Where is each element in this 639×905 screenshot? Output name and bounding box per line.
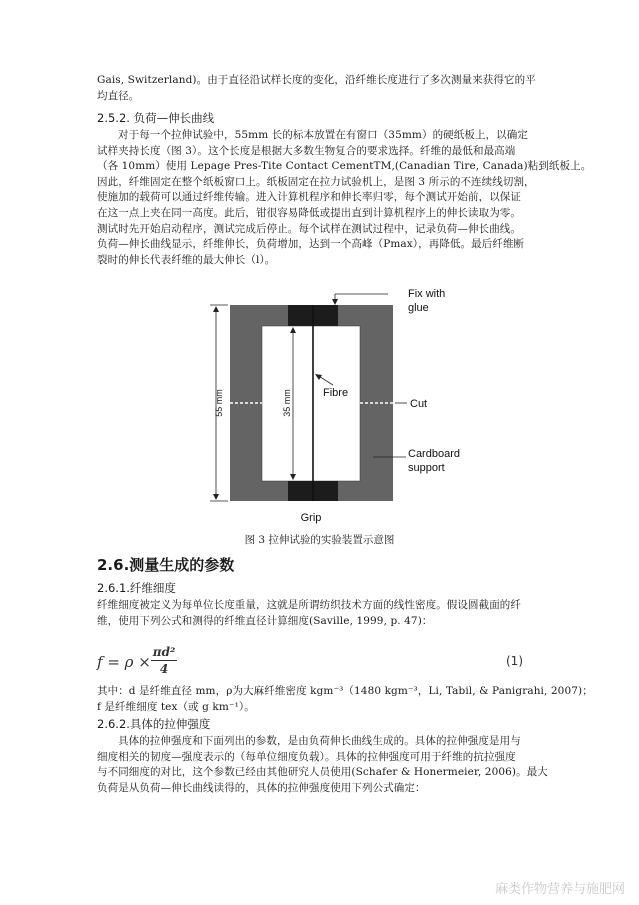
formula-number: (1) (506, 654, 523, 668)
label-glue: glue (408, 302, 429, 314)
formula-denominator: 4 (159, 662, 169, 676)
cardboard-window (262, 326, 360, 481)
text-line: 因此，纤维固定在整个纸板窗口上。纸板固定在拉力试验机上，是图 3 所示的不连续线切割， (97, 175, 535, 188)
site-watermark: 麻类作物营养与施肥网 (494, 882, 625, 897)
text-line: 裂时的伸长代表纤维的最大伸长（l）。 (97, 253, 276, 266)
section-heading-2-6-2: 2.6.2.具体的拉伸强度 (97, 717, 211, 731)
label-fix-with: Fix with (408, 288, 446, 300)
text-line: 对于每一个拉伸试验中，55mm 长的标本放置在有窗口（35mm）的硬纸板上，以确定 (118, 129, 528, 141)
section-heading-2-5-2: 2.5.2. 负荷—伸长曲线 (97, 111, 215, 125)
section-heading-2-6-1: 2.6.1.纤维细度 (97, 581, 176, 595)
text-line: f 是纤维细度 tex（或 g km⁻¹）。 (97, 700, 255, 713)
section-heading-2-6: 2.6.测量生成的参数 (97, 556, 235, 574)
formula-fraction (151, 645, 177, 676)
text-line: 负荷—伸长曲线显示，纤维伸长，负荷增加，达到一个高峰（Pmax），再降低。最后纤维断 (97, 238, 525, 251)
text-line: 其中：d 是纤维直径 mm，ρ为大麻纤维密度 kgm⁻³（1480 kgm⁻³，Li, Tabil, & Panigrahi, 2007)； (97, 685, 593, 697)
text-line: Gais, Switzerland)。由于直径沿试样长度的变化，沿纤维长度进行了多次测量来获得它的平 (97, 74, 536, 86)
text-line: 与不同细度的对比，这个参数已经由其他研究人员使用(Schafer & Honermeier, 2006)。最大 (97, 766, 548, 779)
formula-numerator: πd² (152, 645, 176, 659)
section-2-6-1-paragraph (97, 598, 547, 629)
text-line: 细度相关的韧度—强度表示的（每单位细度负载）。具体的拉伸强度可用于纤维的抗拉强度 (97, 750, 516, 763)
tensile-test-figure (190, 285, 480, 525)
dimension-35mm-label: 35 mm (282, 389, 292, 417)
fineness-formula (97, 645, 547, 681)
formula-lhs: f = ρ × (97, 653, 151, 671)
text-line: 具体的拉伸强度和下面列出的参数，是由负荷伸长曲线生成的。具体的拉伸强度是用与 (118, 735, 521, 747)
text-line: 测试时先开始启动程序，测试完成后停止。每个试样在测试过程中，记录负荷—伸长曲线。 (97, 222, 521, 235)
figure-caption: 图 3 拉伸试验的实验装置示意图 (244, 534, 395, 546)
intro-paragraph (97, 73, 547, 104)
text-line: 在这一点上夹在同一高度。此后，钳很容易降低或提出直到计算机程序上的伸长读取为零。 (97, 206, 521, 219)
label-cut: Cut (410, 398, 428, 410)
section-2-5-2-paragraph (97, 128, 592, 268)
text-line: 试样夹持长度（图 3）。这个长度是根据大多数生物复合的要求选择。纤维的最低和最高端 (97, 144, 516, 157)
text-line: 均直径。 (97, 89, 140, 102)
label-support: support (408, 462, 445, 474)
section-2-6-2-paragraph (97, 734, 547, 796)
text-line: 使施加的载荷可以通过纤维传输。进入计算机程序和伸长率归零，每个测试开始前，以保证 (97, 191, 521, 204)
text-line: 纤维细度被定义为每单位长度重量，这就是所谓纺织技术方面的线性密度。假设圆截面的纤 (97, 599, 521, 611)
text-line: 维，使用下列公式和测得的纤维直径计算细度(Saville, 1999, p. 47)： (97, 614, 433, 627)
dimension-55mm-label: 55 mm (214, 389, 224, 417)
label-cardboard: Cardboard (408, 448, 460, 460)
label-fibre: Fibre (323, 387, 349, 399)
label-grip: Grip (300, 512, 322, 524)
text-line: 负荷是从负荷—伸长曲线读得的，具体的拉伸强度使用下列公式确定： (97, 781, 426, 794)
text-line: （各 10mm）使用 Lepage Pres-Tite Contact CementTM,(Canadian Tire, Canada)粘到纸板上。 (97, 160, 592, 173)
formula-explanation (97, 684, 593, 715)
